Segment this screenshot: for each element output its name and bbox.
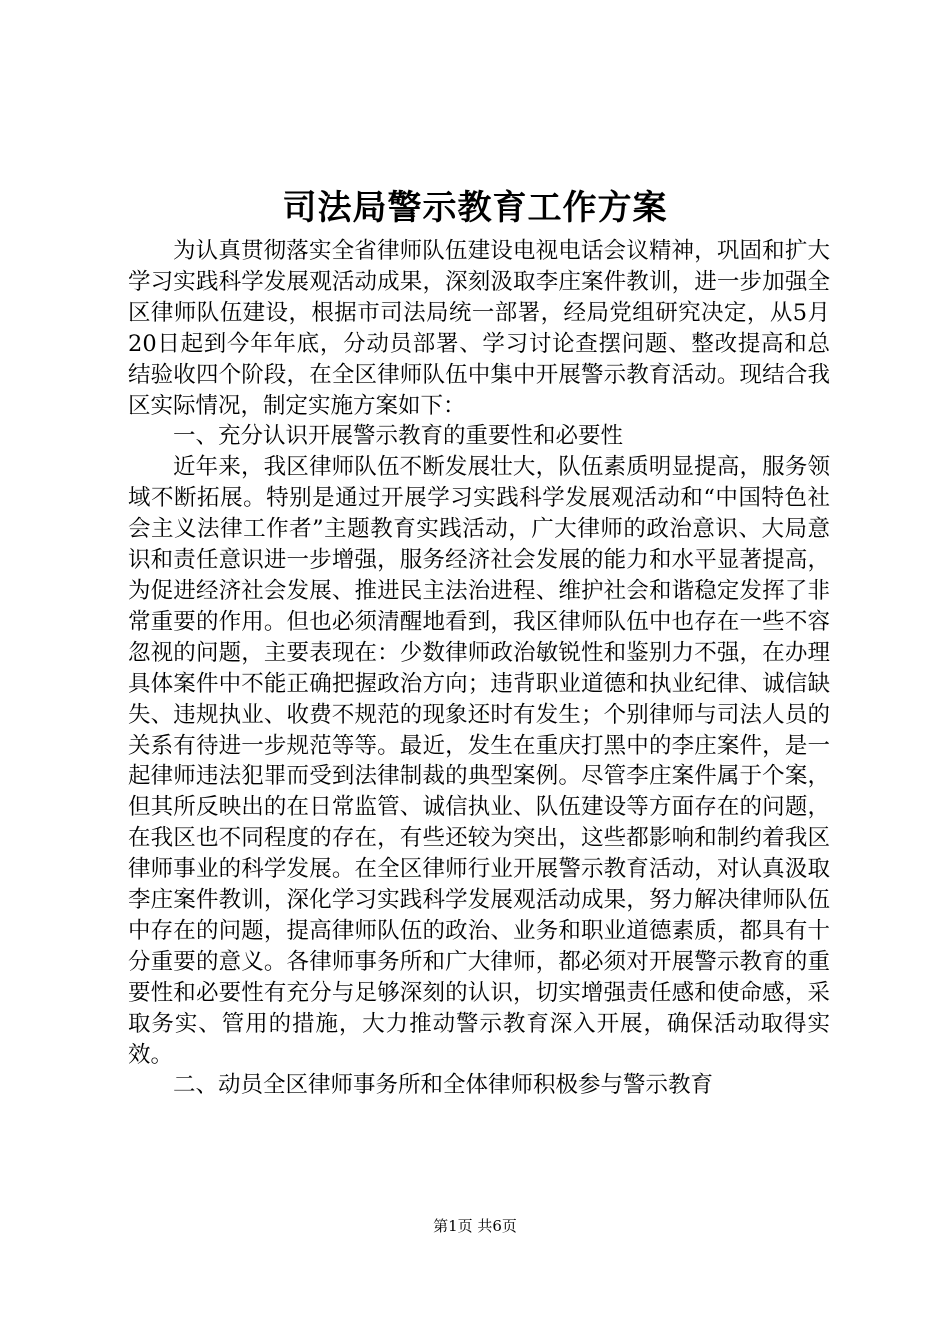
page-footer: 第1页 共6页 (433, 1217, 517, 1235)
document-title: 司法局警示教育工作方案 (282, 188, 668, 228)
document-body (128, 236, 830, 1101)
section-1-paragraph: 近年来，我区律师队伍不断发展壮大，队伍素质明显提高，服务领域不断拓展。特别是通过开展学习实践科学发展观活动和“中国特色社会主义法律工作者”主题教育实践活动，广大律师的政治意识、大局意识和责任意识进一步增强，服务经济社会发展的能力和水平显著提高，为促进经济社会发展、推进民主法治进程、维护社会和谐稳定发挥了非常重要的作用。但也必须清醒地看到，我区律师队伍中也存在一些不容忽视的问题，主要表现在：少数律师政治敏锐性和鉴别力不强，在办理具体案件中不能正确把握政治方向；违背职业道德和执业纪律、诚信缺失、违规执业、收费不规范的现象还时有发生；个别律师与司法人员的关系有待进一步规范等等。最近，发生在重庆打黑中的李庄案件，是一起律师违法犯罪而受到法律制裁的典型案例。尽管李庄案件属于个案，但其所反映出的在日常监管、诚信执业、队伍建设等方面存在的问题，在我区也不同程度的存在，有些还较为突出，这些都影响和制约着我区律师事业的科学发展。在全区律师行业开展警示教育活动，对认真汲取李庄案件教训，深化学习实践科学发展观活动成果，努力解决律师队伍中存在的问题，提高律师队伍的政治、业务和职业道德素质，都具有十分重要的意义。各律师事务所和广大律师，都必须对开展警示教育的重要性和必要性有充分与足够深刻的认识，切实增强责任感和使命感，采取务实、管用的措施，大力推动警示教育深入开展，确保活动取得实效。 (128, 454, 830, 1068)
section-heading-2: 二、动员全区律师事务所和全体律师积极参与警示教育 (173, 1072, 714, 1099)
intro-paragraph: 为认真贯彻落实全省律师队伍建设电视电话会议精神，巩固和扩大学习实践科学发展观活动成果，深刻汲取李庄案件教训，进一步加强全区律师队伍建设，根据市司法局统一部署，经局党组研究决定，从5月20日起到今年年底，分动员部署、学习讨论查摆问题、整改提高和总结验收四个阶段，在全区律师队伍中集中开展警示教育活动。现结合我区实际情况，制定实施方案如下： (128, 238, 830, 419)
section-heading-1: 一、充分认识开展警示教育的重要性和必要性 (173, 423, 624, 450)
